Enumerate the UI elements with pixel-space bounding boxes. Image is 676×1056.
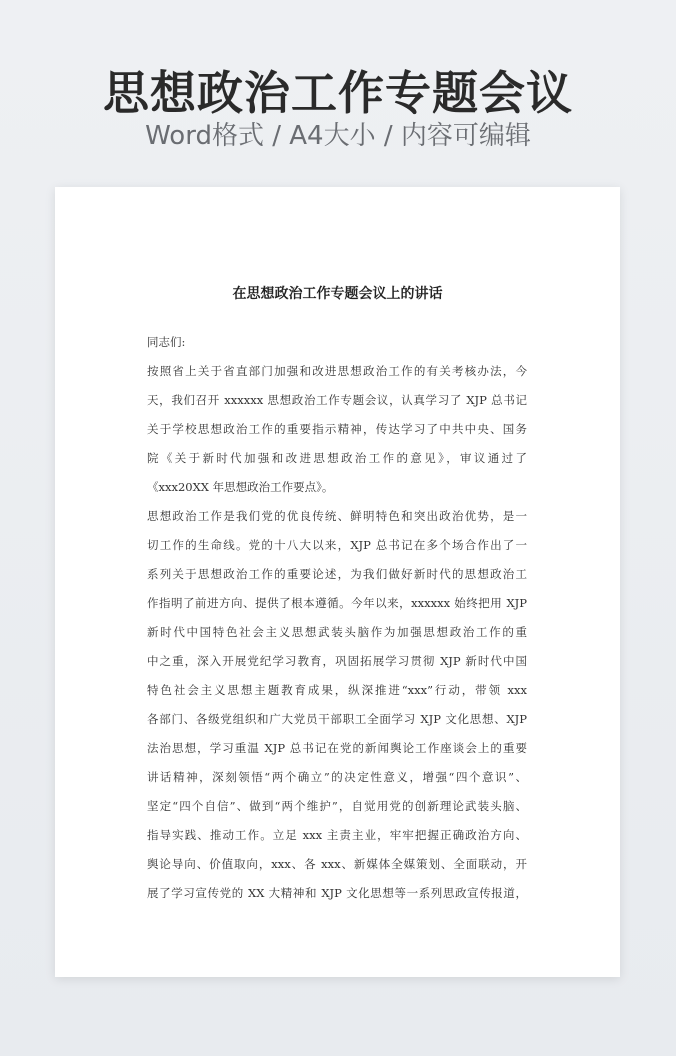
body-line: 系列关于思想政治工作的重要论述，为我们做好新时代的思想政治工: [147, 567, 527, 581]
body-line: 新时代中国特色社会主义思想武装头脑作为加强思想政治工作的重: [147, 625, 527, 639]
salutation-line: 同志们:: [147, 335, 186, 349]
body-line: 思想政治工作是我们党的优良传统、鲜明特色和突出政治优势，是一: [147, 509, 527, 523]
body-line: 展了学习宣传党的 XX 大精神和 XJP 文化思想等一系列思政宣传报道，: [147, 886, 527, 900]
body-line: 指导实践、推动工作。立足 xxx 主责主业，牢牢把握正确政治方向、: [147, 828, 527, 842]
body-line: 切工作的生命线。党的十八大以来，XJP 总书记在多个场合作出了一: [147, 538, 527, 552]
body-line: 坚定“四个自信”、做到“两个维护”，自觉用党的创新理论武装头脑、: [147, 799, 527, 813]
document-title: 在思想政治工作专题会议上的讲话: [232, 286, 443, 302]
banner-subtitle: Word格式 / A4大小 / 内容可编辑: [145, 121, 531, 151]
document-body: [147, 328, 527, 908]
body-line: 关于学校思想政治工作的重要指示精神，传达学习了中共中央、国务: [147, 422, 527, 436]
body-line: 中之重，深入开展党纪学习教育，巩固拓展学习贯彻 XJP 新时代中国: [147, 654, 527, 668]
body-line: 舆论导向、价值取向，xxx、各 xxx、新媒体全媒策划、全面联动，开: [147, 857, 527, 871]
banner-title: 思想政治工作专题会议: [103, 66, 573, 120]
body-line: 天，我们召开 xxxxxx 思想政治工作专题会议，认真学习了 XJP 总书记: [147, 393, 527, 407]
body-line: 《xxx20XX 年思想政治工作要点》。: [147, 480, 334, 494]
body-line: 法治思想，学习重温 XJP 总书记在党的新闻舆论工作座谈会上的重要: [147, 741, 527, 755]
body-line: 讲话精神，深刻领悟“两个确立”的决定性意义，增强“四个意识”、: [147, 770, 527, 784]
body-line: 作指明了前进方向、提供了根本遵循。今年以来，xxxxxx 始终把用 XJP: [147, 596, 527, 610]
body-line: 各部门、各级党组织和广大党员干部职工全面学习 XJP 文化思想、XJP: [147, 712, 527, 726]
body-line: 特色社会主义思想主题教育成果，纵深推进“xxx”行动，带领 xxx: [147, 683, 527, 697]
body-line: 按照省上关于省直部门加强和改进思想政治工作的有关考核办法，今: [147, 364, 527, 378]
document-page: [55, 187, 620, 977]
body-line: 院《关于新时代加强和改进思想政治工作的意见》，审议通过了: [147, 451, 527, 465]
